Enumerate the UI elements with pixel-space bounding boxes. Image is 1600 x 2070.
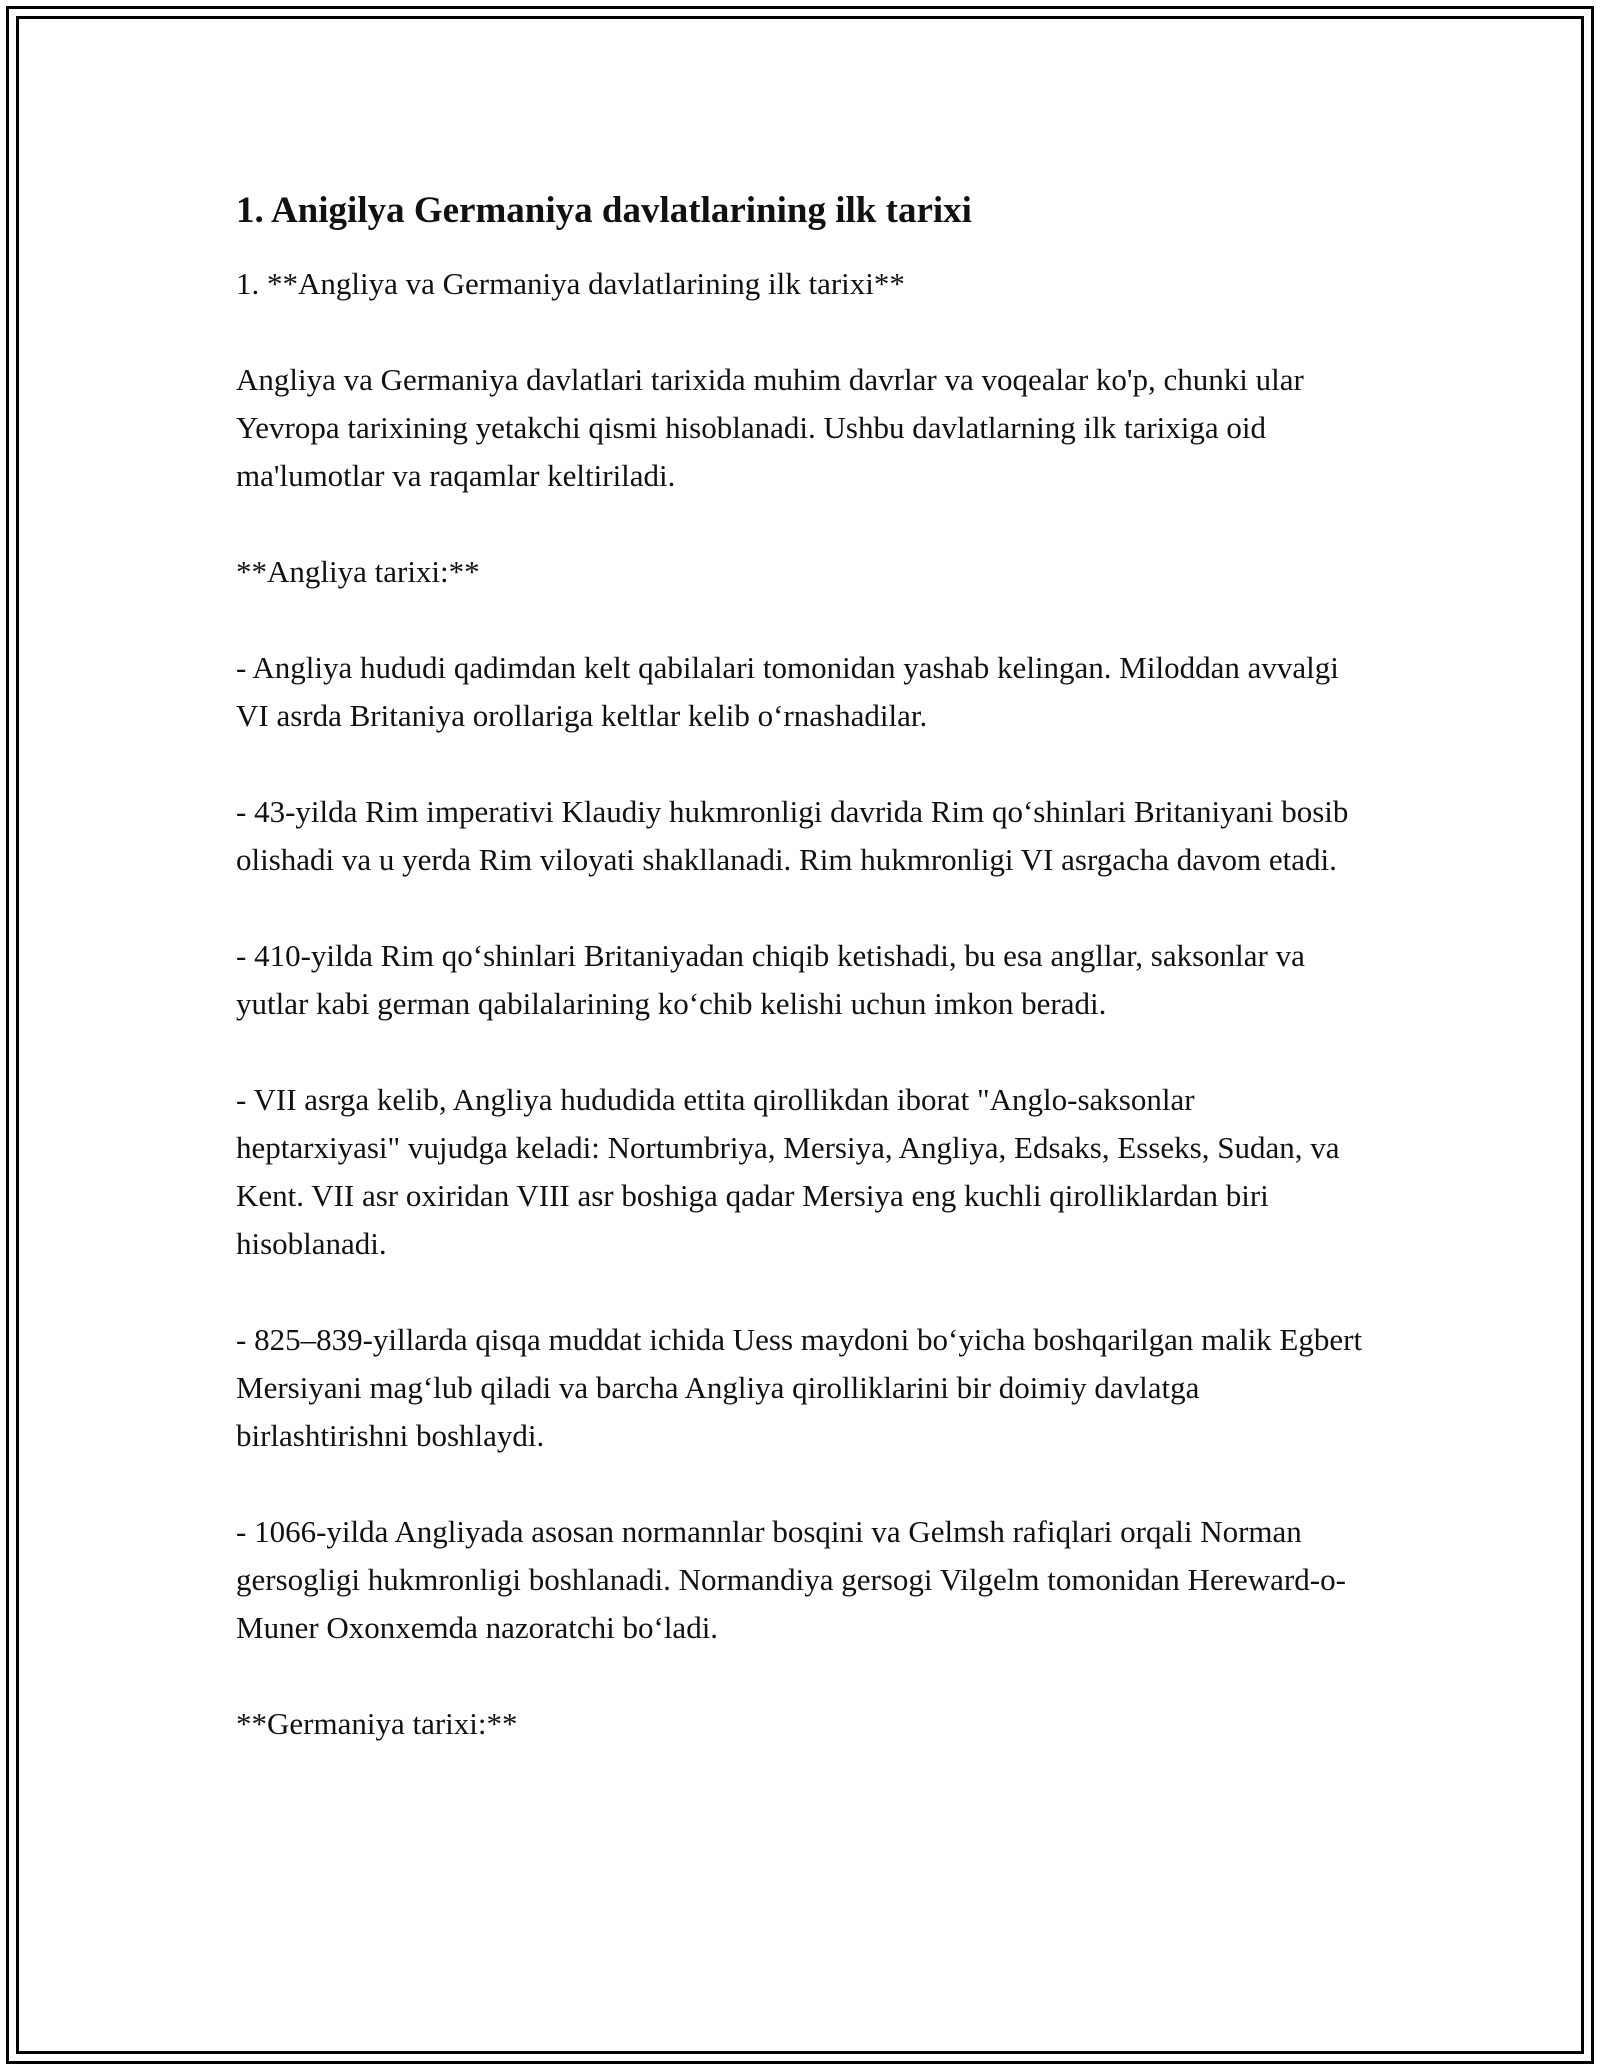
document-title: 1. Anigilya Germaniya davlatlarining ilk tarixi <box>236 190 972 231</box>
list-item-egbert: - 825–839-yillarda qisqa muddat ichida Uess maydoni bo‘yicha boshqarilgan malik Egbert Mersiyani mag‘lub qiladi va barcha Angliya qirolliklarini bir doimiy davlatga birlashtirishni boshlaydi. <box>236 1322 1363 1453</box>
intro-paragraph: Angliya va Germaniya davlatlari tarixida muhim davrlar va voqealar ko'p, chunki ular Yevropa tarixining yetakchi qismi hisoblanadi. Ushbu davlatlarning ilk tarixiga oid ma'lumotlar va raqamlar keltiriladi. <box>236 362 1304 493</box>
list-item-celts: - Angliya hududi qadimdan kelt qabilalari tomonidan yashab kelingan. Miloddan avvalgi VI asrda Britaniya orollariga keltlar kelib o‘rnashadilar. <box>236 650 1339 733</box>
list-item-norman-1066: - 1066-yilda Angliyada asosan normannlar bosqini va Gelmsh rafiqlari orqali Norman gersogligi hukmronligi boshlanadi. Normandiya gersogi Vilgelm tomonidan Hereward-o-Muner Oxonxemda nazoratchi bo‘ladi. <box>236 1514 1346 1645</box>
document-body <box>236 186 1366 1748</box>
document-subtitle: 1. **Angliya va Germaniya davlatlarining ilk tarixi** <box>236 266 905 301</box>
section-heading-angliya: **Angliya tarixi:** <box>236 554 480 589</box>
list-item-rome-43: - 43-yilda Rim imperativi Klaudiy hukmronligi davrida Rim qo‘shinlari Britaniyani bosib olishadi va u yerda Rim viloyati shakllanadi. Rim hukmronligi VI asrgacha davom etadi. <box>236 794 1349 877</box>
list-item-heptarchy: - VII asrga kelib, Angliya hududida ettita qirollikdan iborat "Anglo-saksonlar heptarxiyasi" vujudga keladi: Nortumbriya, Mersiya, Angliya, Edsaks, Esseks, Sudan, va Kent. VII asr oxiridan VIII asr boshiga qadar Mersiya eng kuchli qirolliklardan biri hisoblanadi. <box>236 1082 1340 1261</box>
list-item-rome-410: - 410-yilda Rim qo‘shinlari Britaniyadan chiqib ketishadi, bu esa angllar, saksonlar va yutlar kabi german qabilalarining ko‘chib kelishi uchun imkon beradi. <box>236 938 1305 1021</box>
section-heading-germaniya: **Germaniya tarixi:** <box>236 1706 518 1741</box>
